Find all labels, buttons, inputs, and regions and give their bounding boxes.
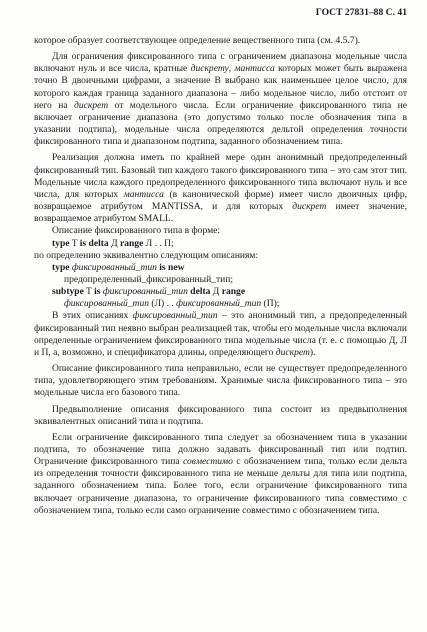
code-line-4: subtype T is фиксированный_тип delta Д range bbox=[52, 286, 246, 298]
paragraph-5: В этих описаниях фиксированный_тип – это анонимный тип, а предопределенный фиксированный тип неявно выбран реализацией так, чтобы его модельные числа включали определенные ограничением фиксированного типа модельные числа (т. е. с помощью Д, Л и П, а, возможно, и спецификатора длины, определяющего дискрет). bbox=[34, 310, 407, 358]
code-line-3: предопределенный_фиксированный_тип; bbox=[64, 273, 233, 285]
paragraph-1: Для ограничения фиксированного типа с ограничением диапазона модельные числа включают нуль и все числа, кратные дискрету, мантисса которых может быть выражена точно В двоичными цифрами, а значение В выбрано как наименьшее целое число, для которого каждая граница заданного диапазона – либо модельное число, либо отстоит от него на дискрет от модельного числа. Если ограничение фиксированного типа не включает ограничение диапазона (это допустимо только после обозначения типа в указании подтипа), модельные числа определяются дельтой определения точности фиксированного типа и диапазоном подтипа, заданного обозначением типа. bbox=[34, 51, 407, 148]
paragraph-2: Реализация должна иметь по крайней мере один анонимный предопределенный фиксированный тип. Базовый тип каждого такого фиксированного типа – это сам этот тип. Модельные числа каждого предопределенного фиксированного типа включают нуль и все числа, для которых мантисса (в канонической форме) имеет число двоичных цифр, возвращаемое атрибутом MANTISSA, и для которых дискрет имеет значение, возвращаемое атрибутом SMALL. bbox=[34, 152, 408, 225]
code-line-1: type T is delta Д range Л . . П; bbox=[52, 237, 174, 249]
page-header: ГОСТ 27831–88 С. 41 bbox=[315, 7, 407, 18]
paragraph-6: Описание фиксированного типа неправильно, если не существует предопределенного типа, удовлетворяющего этим требованиям. Хранимые числа фиксированного типа – это модельные числа его базового типа. bbox=[34, 363, 407, 399]
paragraph-7: Предвыполнение описания фиксированного типа состоит из предвыполнения эквивалентных описаний типа и подтипа. bbox=[34, 403, 407, 427]
code-line-2: type фиксированный_тип is new bbox=[52, 261, 185, 273]
paragraph-8: Если ограничение фиксированного типа следует за обозначением типа в указании подтипа, то обозначение типа должно задавать фиксированный тип или подтип. Ограничение фиксированного типа совместимо с обозначением типа, только если дельта из определения точности фиксированного типа не меньше дельты для типа или подтипа, заданного обозначением типа. Более того, если ограничение фиксированного типа включает ограничение диапазона, то ограничение фиксированного типа совместимо с обозначением типа, только если само ограничение совместимо с обозначением типа. bbox=[34, 431, 407, 516]
paragraph-4: по определению эквивалентно следующим описаниям: bbox=[34, 249, 259, 261]
paragraph-3: Описание фиксированного типа в форме: bbox=[52, 225, 221, 237]
paragraph-0: которое образует соответствующее определение вещественного типа (см. 4.5.7). bbox=[34, 35, 361, 46]
code-line-5: фиксированный_тип (Л) . . фиксированный_тип (П); bbox=[64, 298, 280, 310]
